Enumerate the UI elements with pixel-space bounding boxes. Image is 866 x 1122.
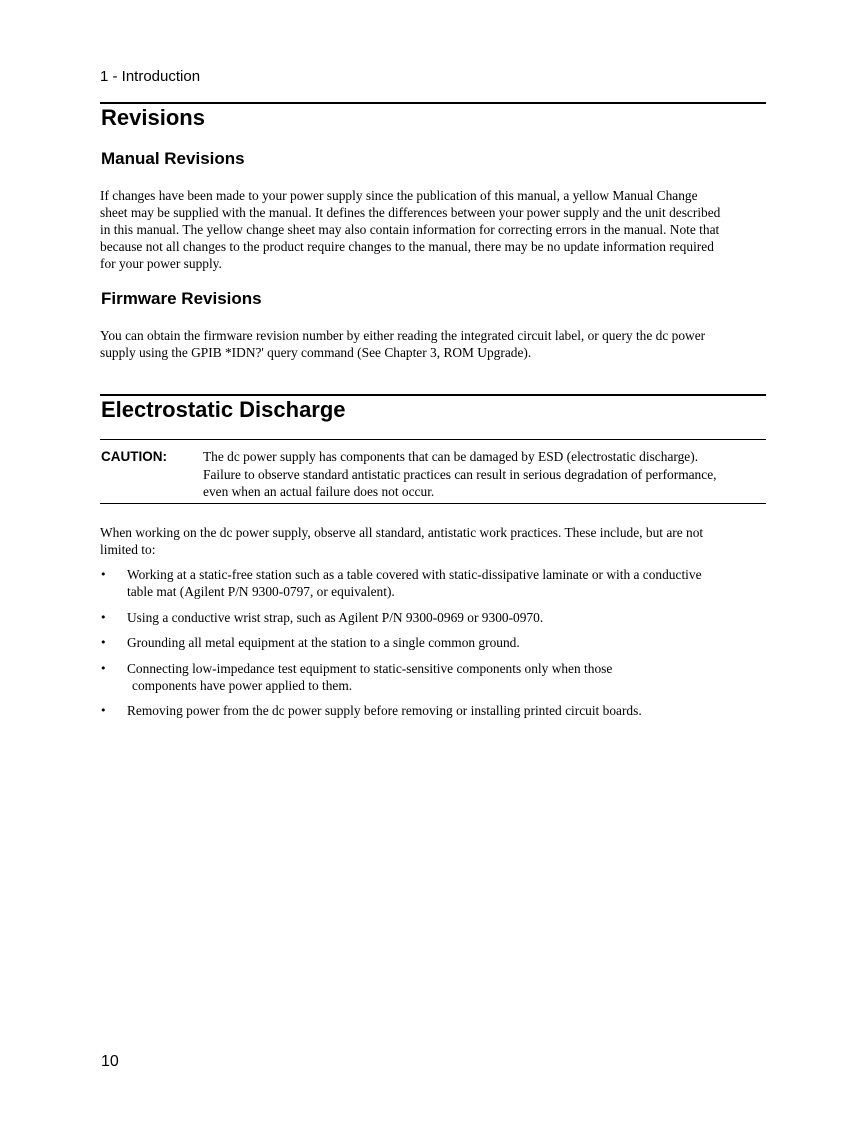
text-line: because not all changes to the product require changes to the manual, there may be no update information required (100, 239, 714, 254)
running-head: 1 - Introduction (100, 68, 201, 85)
section-rule-revisions (100, 102, 766, 104)
bullet-icon: • (100, 610, 107, 624)
firmware-revisions-paragraph (100, 327, 766, 361)
bullet-icon: • (100, 568, 107, 581)
text-line: in this manual. The yellow change sheet may also contain information for correcting errors in the manual. Note that (100, 222, 720, 237)
list-item (100, 660, 766, 694)
text-line: even when an actual failure does not occur. (203, 484, 435, 499)
bullet-icon: • (100, 636, 107, 649)
text-line: supply using the GPIB *IDN?' query command (See Chapter 3, ROM Upgrade). (100, 345, 532, 360)
bullet-icon: • (100, 704, 107, 717)
text-line: sheet may be supplied with the manual. It defines the differences between your power supply and the unit described (100, 205, 721, 220)
list-item (100, 702, 766, 719)
text-line: When working on the dc power supply, observe all standard, antistatic work practices. These include, but are not (100, 525, 704, 540)
list-item (100, 609, 766, 626)
text-line: Working at a static-free station such as a table covered with static-dissipative laminate or with a conductive (127, 567, 702, 582)
esd-practices-list (100, 566, 766, 728)
section-title-revisions: Revisions (101, 105, 205, 130)
page-number: 10 (101, 1053, 119, 1070)
text-line: Failure to observe standard antistatic practices can result in serious degradation of performance, (203, 466, 717, 482)
text-line: The dc power supply has components that can be damaged by ESD (electrostatic discharge). (203, 449, 699, 464)
text-line: for your power supply. (100, 256, 222, 271)
subsection-title-firmware-revisions: Firmware Revisions (101, 289, 262, 308)
bullet-icon: • (100, 661, 107, 675)
text-line: Using a conductive wrist strap, such as Agilent P/N 9300-0969 or 9300-0970. (127, 609, 544, 625)
esd-intro-paragraph (100, 524, 766, 558)
manual-revisions-paragraph (100, 187, 766, 272)
caution-rule-bottom (100, 503, 766, 504)
caution-rule-top (100, 439, 766, 440)
text-line: If changes have been made to your power supply since the publication of this manual, a yellow Manual Change (100, 188, 698, 203)
text-line: Removing power from the dc power supply before removing or installing printed circuit boards. (127, 703, 642, 718)
text-line: Grounding all metal equipment at the station to a single common ground. (127, 635, 520, 650)
list-item (100, 566, 766, 600)
list-item (100, 634, 766, 651)
document-page (100, 0, 766, 1122)
subsection-title-manual-revisions: Manual Revisions (101, 149, 245, 168)
section-rule-esd (100, 394, 766, 396)
text-line: table mat (Agilent P/N 9300-0797, or equivalent). (127, 584, 395, 599)
text-line: limited to: (100, 542, 156, 557)
text-line: You can obtain the firmware revision number by either reading the integrated circuit label, or query the dc power (100, 328, 706, 343)
text-line: components have power applied to them. (132, 677, 353, 693)
section-title-esd: Electrostatic Discharge (101, 397, 346, 422)
text-line: Connecting low-impedance test equipment to static-sensitive components only when those (127, 660, 613, 676)
caution-label: CAUTION: (101, 449, 167, 464)
caution-text (203, 448, 766, 501)
